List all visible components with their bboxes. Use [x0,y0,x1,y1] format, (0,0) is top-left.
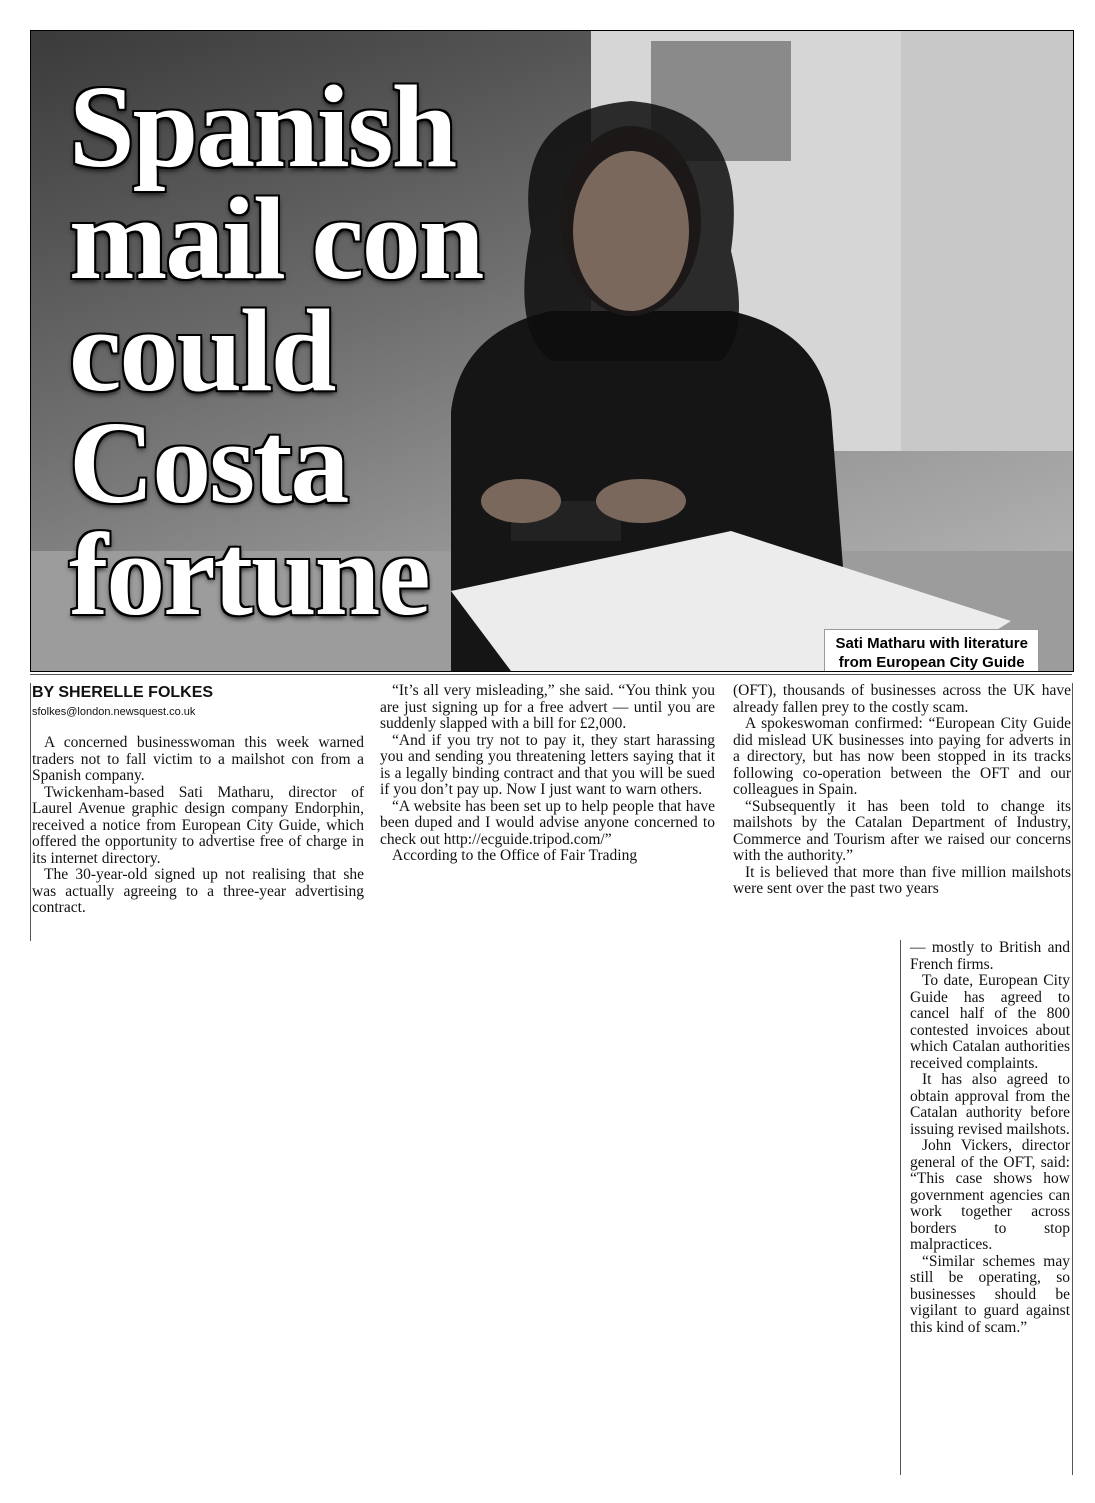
paragraph: (OFT), thousands of businesses across the UK have already fallen prey to the costly scam. [733,682,1071,716]
paragraph: “A website has been set up to help people that have been duped and I would advise anyone concerned to check out http://ecguide.tripod.com/” [380,797,715,848]
paragraph: “Similar schemes may still be operating, so businesses should be vigilant to guard against this kind of scam.” [910,1252,1070,1336]
paragraph: “And if you try not to pay it, they start harassing you and sending you threatening letters saying that it is a legally binding contract and that you will be sued if you don’t pay up. Now I just want to warn others. [380,731,715,798]
headline-line-1: Spanish [69,61,456,192]
author-email: sfolkes@london.newsquest.co.uk [32,706,196,718]
caption-line-2: from European City Guide [838,654,1025,671]
paragraph: “It’s all very misleading,” she said. “You think you are just signing up for a free advert — until you are suddenly slapped with a bill for £2,000. [380,682,715,732]
paragraph: John Vickers, director general of the OFT, said: “This case shows how government agencies can work together across borders to stop malpractices. [910,1137,1070,1253]
paragraph: “Subsequently it has been told to change its mailshots by the Catalan Department of Industry, Commerce and Tourism after we raised our concerns with the authority.” [733,797,1071,864]
photo-caption [824,629,1039,672]
article-column-1 [32,683,364,917]
paragraph: To date, European City Guide has agreed to cancel half of the 800 contested invoices about which Catalan authorities received complaints. [910,972,1070,1072]
paragraph: According to the Office of Fair Trading [392,847,638,864]
article-column-2 [380,683,715,865]
headline-line-2: mail con [69,173,483,304]
photo-bottom-rule [30,674,1072,675]
headline-line-5: fortune [69,509,429,640]
paragraph: A concerned businesswoman this week warned traders not to fall victim to a mailshot con from a Spanish company. [32,734,364,784]
paragraph: It is believed that more than five million mailshots were sent over the past two years [733,863,1071,897]
headline-line-3: could [69,285,335,416]
column-4-rule-left [900,940,901,1475]
byline: BY SHERELLE FOLKES [32,684,214,701]
article-photo [30,30,1074,672]
column-rule-left [30,683,31,941]
caption-line-1: Sati Matharu with literature [835,635,1028,652]
article-column-3 [733,683,1071,898]
paragraph: A spokeswoman confirmed: “European City Guide did mislead UK businesses into paying for adverts in a directory, but has now been stopped in its tracks following co-operation between the OFT and our colleagues in Spain. [733,715,1071,798]
paragraph: The 30-year-old signed up not realising that she was actually agreeing to a three-year advertising contract. [32,866,364,916]
paragraph: — mostly to British and French firms. [910,939,1070,973]
paragraph: It has also agreed to obtain approval from the Catalan authority before issuing revised mailshots. [910,1071,1070,1138]
article-column-4 [910,940,1070,1336]
column-rule-right [1072,683,1073,941]
headline-line-4: Costa [69,397,348,528]
paragraph: Twickenham-based Sati Matharu, director of Laurel Avenue graphic design company Endorphin, received a notice from European City Guide, which offered the opportunity to advertise free of charge in its internet directory. [32,783,364,867]
column-4-rule-right [1072,940,1073,1475]
headline [69,61,483,640]
